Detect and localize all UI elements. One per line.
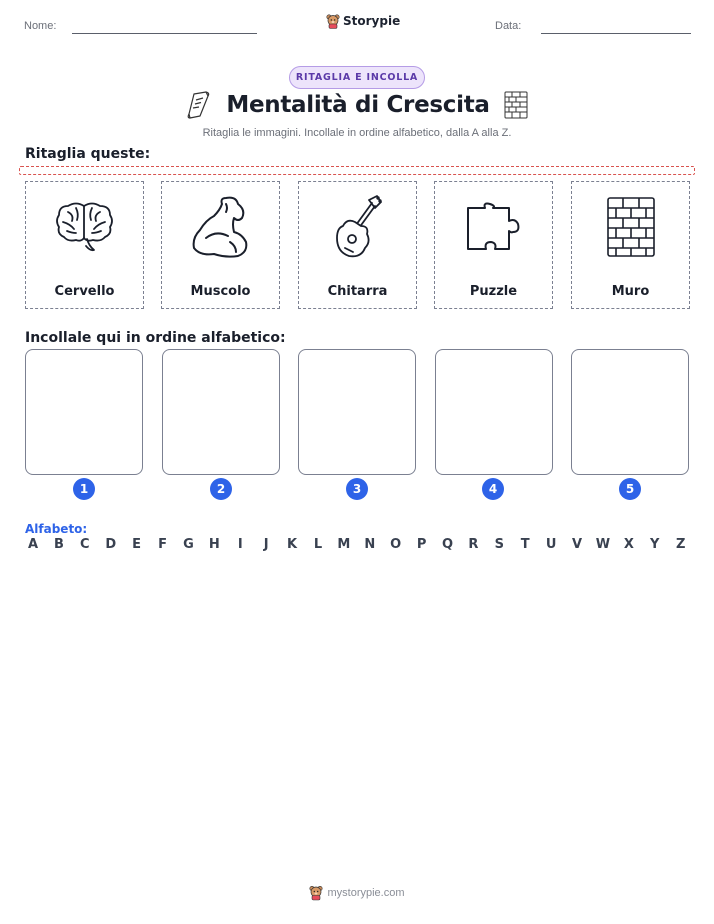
alphabet-letter: H [208,537,220,552]
slot-number-4: 4 [482,478,504,500]
paste-slot-3[interactable] [298,349,416,475]
slot-number-3: 3 [346,478,368,500]
brand-name: Storypie [343,14,401,28]
footer-url: mystorypie.com [327,886,405,899]
alphabet-letter: E [132,537,142,552]
date-line [541,33,691,34]
cut-line [19,166,695,175]
alphabet-letter: S [494,537,504,552]
alphabet-letter: P [416,537,427,552]
date-label: Data: [495,20,522,32]
bear-mascot-icon [326,13,340,29]
brick-wall-icon [606,196,656,258]
name-label: Nome: [24,20,57,32]
paste-slot-2[interactable] [162,349,280,475]
alphabet-letter: U [545,537,557,552]
alphabet-letter: L [313,537,323,552]
alphabet-letter: T [520,537,530,552]
paste-slot-4[interactable] [435,349,553,475]
alphabet-letter: A [27,537,39,552]
paste-heading: Incollale qui in ordine alfabetico: [25,330,286,346]
slot-number-1: 1 [73,478,95,500]
alphabet-letter: N [364,537,376,552]
instructions: Ritaglia le immagini. Incollale in ordine alfabetico, dalla A alla Z. [202,127,512,139]
brain-icon [54,200,116,254]
alphabet-letter: W [595,537,611,552]
alphabet-letter: Q [441,537,454,552]
slot-number-5: 5 [619,478,641,500]
bear-mascot-icon [309,884,323,901]
name-line [72,33,257,34]
alphabet-row [25,537,689,552]
alphabet-letter: D [105,537,117,552]
alphabet-letter: G [183,537,194,552]
footer [0,884,714,901]
alphabet-letter: R [468,537,479,552]
scroll-icon [186,90,212,120]
alphabet-letter: X [623,537,634,552]
cut-card-chitarra[interactable] [298,181,417,309]
alphabet-letter: Y [650,537,660,552]
alphabet-letter: F [158,537,167,552]
cut-card-muscolo[interactable] [161,181,280,309]
alphabet-letter: Z [675,537,686,552]
flexed-biceps-icon [190,194,252,260]
storypie-logo [326,13,400,29]
alphabet-letter: C [80,537,90,552]
puzzle-piece-icon [465,201,523,253]
alphabet-letter: J [263,537,269,552]
card-label: Muro [611,284,650,299]
cut-card-puzzle[interactable] [434,181,553,309]
card-label: Puzzle [469,284,518,299]
alphabet-heading: Alfabeto: [25,522,88,536]
alphabet-letter: O [390,537,402,552]
paste-slot-1[interactable] [25,349,143,475]
guitar-icon [333,194,383,260]
card-label: Chitarra [327,284,388,299]
page-title: Mentalità di Crescita [226,92,490,118]
title-row [0,90,714,120]
slot-number-2: 2 [210,478,232,500]
cut-card-muro[interactable] [571,181,690,309]
alphabet-letter: B [53,537,64,552]
cut-card-cervello[interactable] [25,181,144,309]
cut-heading: Ritaglia queste: [25,146,151,162]
card-label: Muscolo [190,284,251,299]
alphabet-letter: I [237,537,243,552]
paste-slot-5[interactable] [571,349,689,475]
alphabet-letter: M [337,537,351,552]
brick-wall-icon [504,91,528,119]
alphabet-letter: V [572,537,583,552]
alphabet-letter: K [287,537,298,552]
card-label: Cervello [54,284,115,299]
activity-badge: RITAGLIA E INCOLLA [289,66,425,89]
